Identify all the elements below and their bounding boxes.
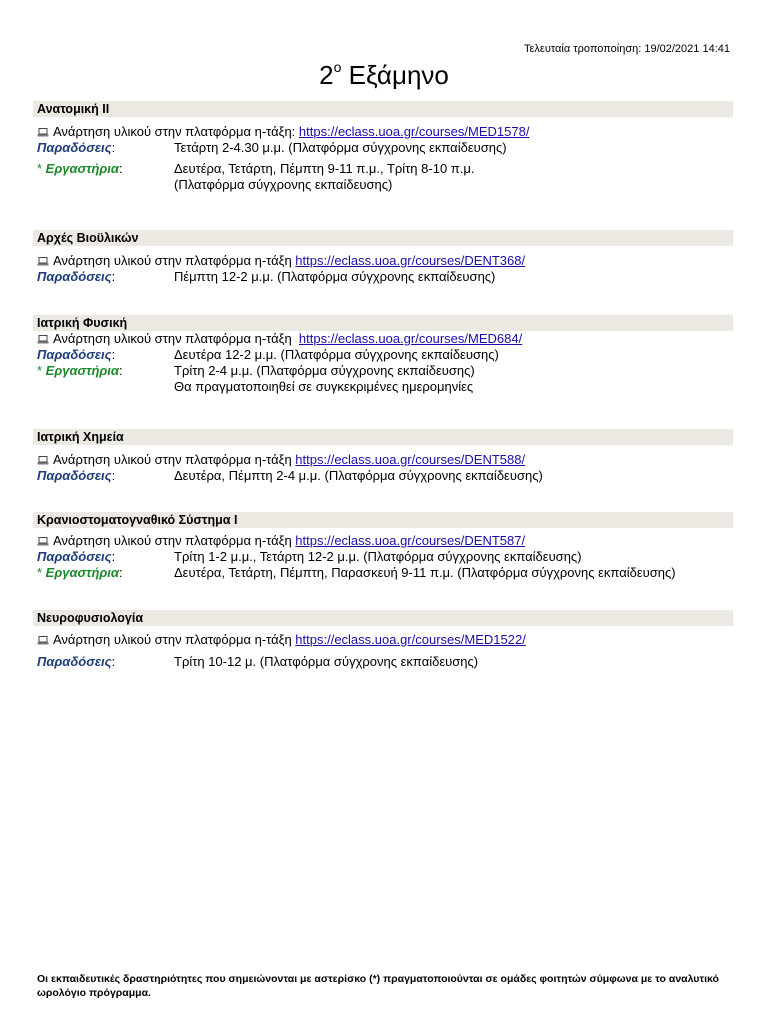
lectures-row: Παραδόσεις: Τρίτη 10-12 μ. (Πλατφόρμα σύγχρονης εκπαίδευσης) [37,654,479,669]
lectures-time: Πέμπτη 12-2 μ.μ. (Πλατφόρμα σύγχρονης εκπαίδευσης) [174,269,496,284]
course-link[interactable]: https://eclass.uoa.gr/courses/DENT588/ [295,452,526,467]
labs-time: Τρίτη 2-4 μ.μ. (Πλατφόρμα σύγχρονης εκπαίδευσης) [174,363,475,378]
course-title: Νευροφυσιολογία [33,610,733,626]
laptop-icon [37,257,49,266]
lectures-row: Παραδόσεις: Τετάρτη 2-4.30 μ.μ. (Πλατφόρμα σύγχρονης εκπαίδευσης) [37,140,507,155]
lectures-row: Παραδόσεις: Δευτέρα, Πέμπτη 2-4 μ.μ. (Πλατφόρμα σύγχρονης εκπαίδευσης) [37,468,543,483]
material-line [33,253,733,269]
lectures-time: Τετάρτη 2-4.30 μ.μ. (Πλατφόρμα σύγχρονης εκπαίδευσης) [174,140,507,155]
labs-row: * Εργαστήρια: Δευτέρα, Τετάρτη, Πέμπτη 9-11 π.μ., Τρίτη 8-10 π.μ. (Πλατφόρμα σύγχρονης εκπαίδευσης) [37,161,475,192]
material-line [33,452,733,468]
labs-label: Εργαστήρια [45,565,119,580]
course-title: Κρανιοστοματογναθικό Σύστημα Ι [33,512,733,528]
lectures-time: Τρίτη 10-12 μ. (Πλατφόρμα σύγχρονης εκπαίδευσης) [174,654,479,669]
lectures-label: Παραδόσεις [37,347,112,362]
course-link[interactable]: https://eclass.uoa.gr/courses/MED1578/ [298,124,530,139]
course-title: Ιατρική Χημεία [33,429,733,445]
course-title: Ιατρική Φυσική [33,315,733,331]
course-link[interactable]: https://eclass.uoa.gr/courses/DENT587/ [295,533,526,548]
last-modified: Τελευταία τροποποίηση: 19/02/2021 14:41 [524,43,730,55]
labs-row: * Εργαστήρια: Τρίτη 2-4 μ.μ. (Πλατφόρμα σύγχρονης εκπαίδευσης) Θα πραγματοποιηθεί σε συγκεκριμένες ημερομηνίες [37,363,475,394]
labs-time: Θα πραγματοποιηθεί σε συγκεκριμένες ημερομηνίες [174,379,474,394]
laptop-icon [37,128,49,137]
material-text: Ανάρτηση υλικού στην πλατφόρμα η-τάξη [53,253,292,268]
lectures-row: Παραδόσεις: Δευτέρα 12-2 μ.μ. (Πλατφόρμα σύγχρονης εκπαίδευσης) [37,347,499,362]
lectures-time: Δευτέρα, Πέμπτη 2-4 μ.μ. (Πλατφόρμα σύγχρονης εκπαίδευσης) [174,468,543,483]
material-text: Ανάρτηση υλικού στην πλατφόρμα η-τάξη: [53,124,296,139]
lectures-label: Παραδόσεις [37,140,112,155]
course-link[interactable]: https://eclass.uoa.gr/courses/MED1522/ [295,632,526,647]
course-title: Ανατομική ΙΙ [33,101,733,117]
material-text: Ανάρτηση υλικού στην πλατφόρμα η-τάξη [53,533,292,548]
lectures-row: Παραδόσεις: Πέμπτη 12-2 μ.μ. (Πλατφόρμα σύγχρονης εκπαίδευσης) [37,269,496,284]
course-section [33,429,733,484]
laptop-icon [37,335,49,344]
lectures-time: Τρίτη 1-2 μ.μ., Τετάρτη 12-2 μ.μ. (Πλατφόρμα σύγχρονης εκπαίδευσης) [174,549,582,564]
material-text: Ανάρτηση υλικού στην πλατφόρμα η-τάξη [53,331,292,346]
course-section [33,512,733,581]
material-line [33,533,733,549]
labs-label: Εργαστήρια [45,363,119,378]
course-link[interactable]: https://eclass.uoa.gr/courses/DENT368/ [295,253,526,268]
course-section [33,101,733,193]
lectures-label: Παραδόσεις [37,468,112,483]
labs-time: (Πλατφόρμα σύγχρονης εκπαίδευσης) [174,177,393,192]
labs-row: * Εργαστήρια: Δευτέρα, Τετάρτη, Πέμπτη, Παρασκευή 9-11 π.μ. (Πλατφόρμα σύγχρονης εκπαίδευσης) [37,565,676,580]
footnote: Οι εκπαιδευτικές δραστηριότητες που σημειώνονται με αστερίσκο (*) πραγματοποιούνται σε ομάδες φοιτητών σύμφωνα με το αναλυτικό ωρολόγιο πρόγραμμα. [37,973,719,999]
page-title: $2^o$ Εξάμηνο [319,59,449,90]
course-section [33,230,733,285]
course-section [33,610,733,670]
laptop-icon [37,636,49,645]
laptop-icon [37,456,49,465]
material-line [33,331,733,347]
lectures-row: Παραδόσεις: Τρίτη 1-2 μ.μ., Τετάρτη 12-2 μ.μ. (Πλατφόρμα σύγχρονης εκπαίδευσης) [37,549,582,564]
lectures-label: Παραδόσεις [37,269,112,284]
laptop-icon [37,537,49,546]
material-text: Ανάρτηση υλικού στην πλατφόρμα η-τάξη [53,452,292,467]
course-title: Αρχές Βιοϋλικών [33,230,733,246]
lectures-time: Δευτέρα 12-2 μ.μ. (Πλατφόρμα σύγχρονης εκπαίδευσης) [174,347,499,362]
material-line [33,632,733,648]
labs-time: Δευτέρα, Τετάρτη, Πέμπτη 9-11 π.μ., Τρίτη 8-10 π.μ. [174,161,475,176]
material-line [33,124,733,140]
lectures-label: Παραδόσεις [37,654,112,669]
labs-label: Εργαστήρια [45,161,119,176]
lectures-label: Παραδόσεις [37,549,112,564]
course-section [33,315,733,395]
course-link[interactable]: https://eclass.uoa.gr/courses/MED684/ [298,331,523,346]
material-text: Ανάρτηση υλικού στην πλατφόρμα η-τάξη [53,632,292,647]
labs-time: Δευτέρα, Τετάρτη, Πέμπτη, Παρασκευή 9-11 π.μ. (Πλατφόρμα σύγχρονης εκπαίδευσης) [174,565,676,580]
